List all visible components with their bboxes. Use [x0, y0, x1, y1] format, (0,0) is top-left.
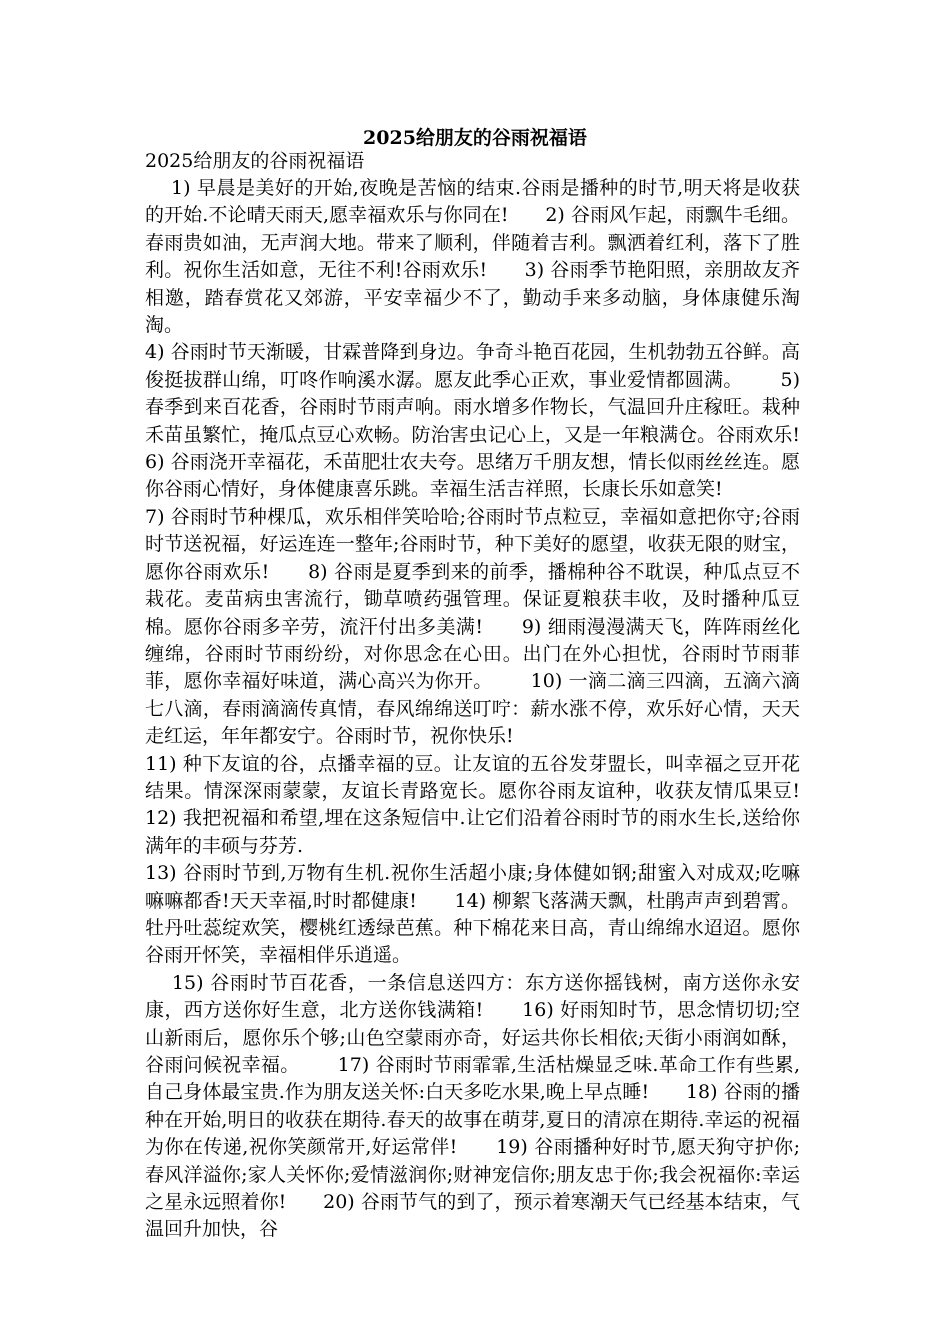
- document-title: 2025给朋友的谷雨祝福语: [363, 127, 587, 149]
- document-subtitle: 2025给朋友的谷雨祝福语: [145, 150, 365, 172]
- document-body-text: 1) 早晨是美好的开始,夜晚是苦恼的结束.谷雨是播种的时节,明天将是收获的开始.不论晴天雨天,愿幸福欢乐与你同在! 2) 谷雨风乍起，雨飘牛毛细。春雨贵如油，无声润大地。带来了顺利，伴随着吉利。飘洒着红利，落下了胜利。祝你生活如意，无往不利!谷雨欢乐! 3) 谷雨季节艳阳照，亲朋故友齐相邀，踏春赏花又郊游，平安幸福少不了，勤动手来多动脑，身体康健乐淘淘。 4) 谷雨时节天渐暖，甘霖普降到身边。争奇斗艳百花园，生机勃勃五谷鲜。高俊挺拔群山绵，叮咚作响溪水潺。愿友此季心正欢，事业爱情都圆满。 5) 春季到来百花香，谷雨时节雨声响。雨水增多作物长，气温回升庄稼旺。栽种禾苗虽繁忙，掩瓜点豆心欢畅。防治害虫记心上，又是一年粮满仓。谷雨欢乐! 6) 谷雨浇开幸福花，禾苗肥壮农夫夸。思绪万千朋友想，情长似雨丝丝连。愿你谷雨心情好，身体健康喜乐跳。幸福生活吉祥照，长康长乐如意笑! 7) 谷雨时节种棵瓜，欢乐相伴笑哈哈;谷雨时节点粒豆，幸福如意把你守;谷雨时节送祝福，好运连连一整年;谷雨时节，种下美好的愿望，收获无限的财宝，愿你谷雨欢乐! 8) 谷雨是夏季到来的前季，播棉种谷不耽误，种瓜点豆不栽花。麦苗病虫害流行，锄草喷药强管理。保证夏粮获丰收，及时播种瓜豆棉。愿你谷雨多辛劳，流汗付出多美满! 9) 细雨漫漫满天飞，阵阵雨丝化缠绵，谷雨时节雨纷纷，对你思念在心田。出门在外心担忧，谷雨时节雨菲菲，愿你幸福好味道，满心高兴为你开。 10) 一滴二滴三四滴，五滴六滴七八滴，春雨滴滴传真情，春风绵绵送叮咛：薪水涨不停，欢乐好心情，天天走红运，年年都安宁。谷雨时节，祝你快乐! 11) 种下友谊的谷，点播幸福的豆。让友谊的五谷发芽盟长，叫幸福之豆开花结果。情深深雨蒙蒙，友谊长青路宽长。愿你谷雨友谊种，收获友情瓜果豆! 12) 我把祝福和希望,埋在这条短信中.让它们沿着谷雨时节的雨水生长,送给你满年的丰硕与芬芳. 13) 谷雨时节到,万物有生机.祝你生活超小康;身体健如钢;甜蜜入对成双;吃嘛嘛嘛都香!天天幸福,时时都健康! 14) 柳絮飞落满天飘，杜鹃声声到碧霄。牡丹吐蕊绽欢笑，樱桃红透绿芭蕉。种下棉花来日高，青山绵绵水迢迢。愿你谷雨开怀笑，幸福相伴乐逍遥。 15) 谷雨时节百花香，一条信息送四方：东方送你摇钱树，南方送你永安康，西方送你好生意，北方送你钱满箱! 16) 好雨知时节，思念情切切;空山新雨后，愿你乐个够;山色空蒙雨亦奇，好运共你长相依;天街小雨润如酥，谷雨问候祝幸福。 17) 谷雨时节雨霏霏,生活枯燥显乏味.革命工作有些累,自己身体最宝贵.作为朋友送关怀:白天多吃水果,晚上早点睡! 18) 谷雨的播种在开始,明日的收获在期待.春天的故事在萌芽,夏日的清凉在期待.幸运的祝福为你在传递,祝你笑颜常开,好运常伴! 19) 谷雨播种好时节,愿天狗守护你;春风洋溢你;家人关怀你;爱情滋润你;财神宠信你;朋友忠于你;我会祝福你:幸运之星永远照着你! 20) 谷雨节气的到了，预示着寒潮天气已经基本结束，气温回升加快，谷: [145, 177, 800, 1241]
